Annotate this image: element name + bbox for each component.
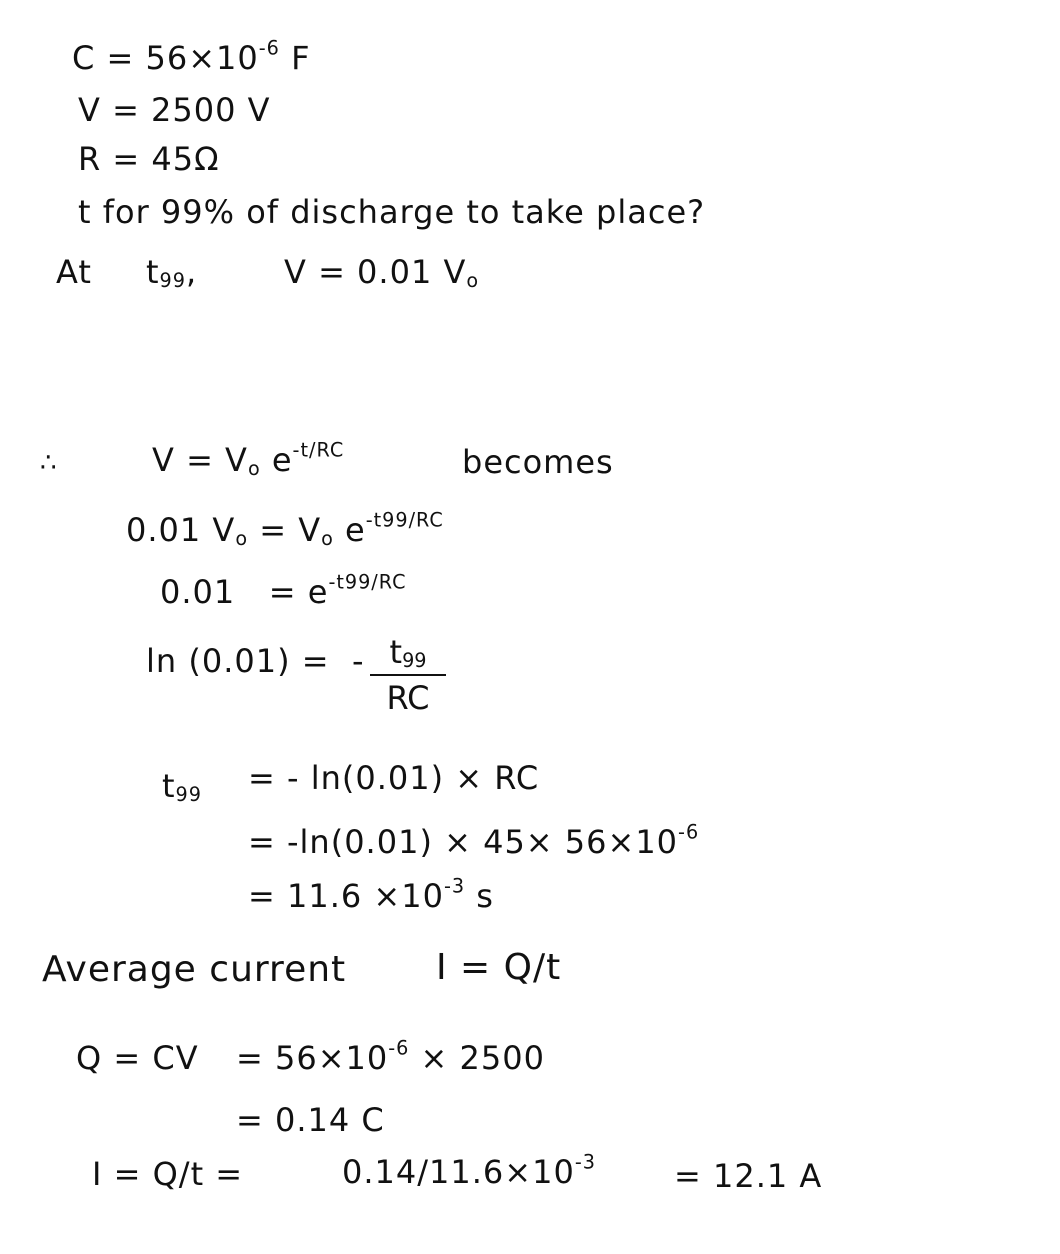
- derivation-line-2: 0.01 $V_o = V_o$ $e^{-t99/RC}$: [126, 508, 444, 550]
- therefore-symbol: ∴: [40, 448, 58, 478]
- current-value: $0.14/11.6\times 10^{-3}$: [342, 1150, 596, 1191]
- given-capacitance: $C = 56\times 10^{-6}$ F: [72, 36, 311, 77]
- derivation-line-1: $V = V_o$ $e^{-t/RC}$: [152, 438, 345, 480]
- solution-line-1: = - ln(0.01) × RC: [248, 759, 540, 797]
- derivation-becomes: becomes: [462, 443, 614, 481]
- solution-line-3: = $11.6 \times 10^{-3}$ s: [248, 874, 494, 915]
- derivation-line-4-minus: -: [352, 642, 365, 680]
- condition-at: At: [56, 253, 92, 291]
- fraction-denominator: RC: [386, 679, 430, 717]
- derivation-line-4-lhs: ln (0.01) =: [146, 642, 330, 680]
- fraction-numerator: $t_{99}$: [389, 633, 427, 672]
- given-voltage: V = 2500 V: [78, 91, 271, 129]
- condition-t99: $t_{99}$,: [146, 253, 198, 292]
- question-text: t for 99% of discharge to take place?: [78, 193, 706, 231]
- condition-rhs: V = 0.01 $V_o$: [284, 253, 480, 292]
- charge-result: = 0.14 C: [236, 1101, 385, 1139]
- average-current-formula: I = Q/t: [436, 947, 562, 988]
- charge-value: = $56\times 10^{-6} \times 2500$: [236, 1036, 545, 1077]
- current-result: = 12.1 A: [674, 1157, 823, 1195]
- derivation-line-3: 0.01 = $e^{-t99/RC}$: [160, 570, 407, 611]
- current-lhs: I = Q/t =: [92, 1155, 244, 1193]
- solution-t99: $t_{99}$: [162, 767, 202, 806]
- given-resistance: R = 45Ω: [78, 140, 220, 178]
- charge-lhs: Q = CV: [76, 1039, 199, 1077]
- solution-line-2: = $-\ln(0.01) \times 45\times 56\times 10^{-6}$: [248, 820, 700, 861]
- average-current-heading: Average current: [42, 949, 347, 990]
- fraction-t99-over-rc: [370, 633, 446, 717]
